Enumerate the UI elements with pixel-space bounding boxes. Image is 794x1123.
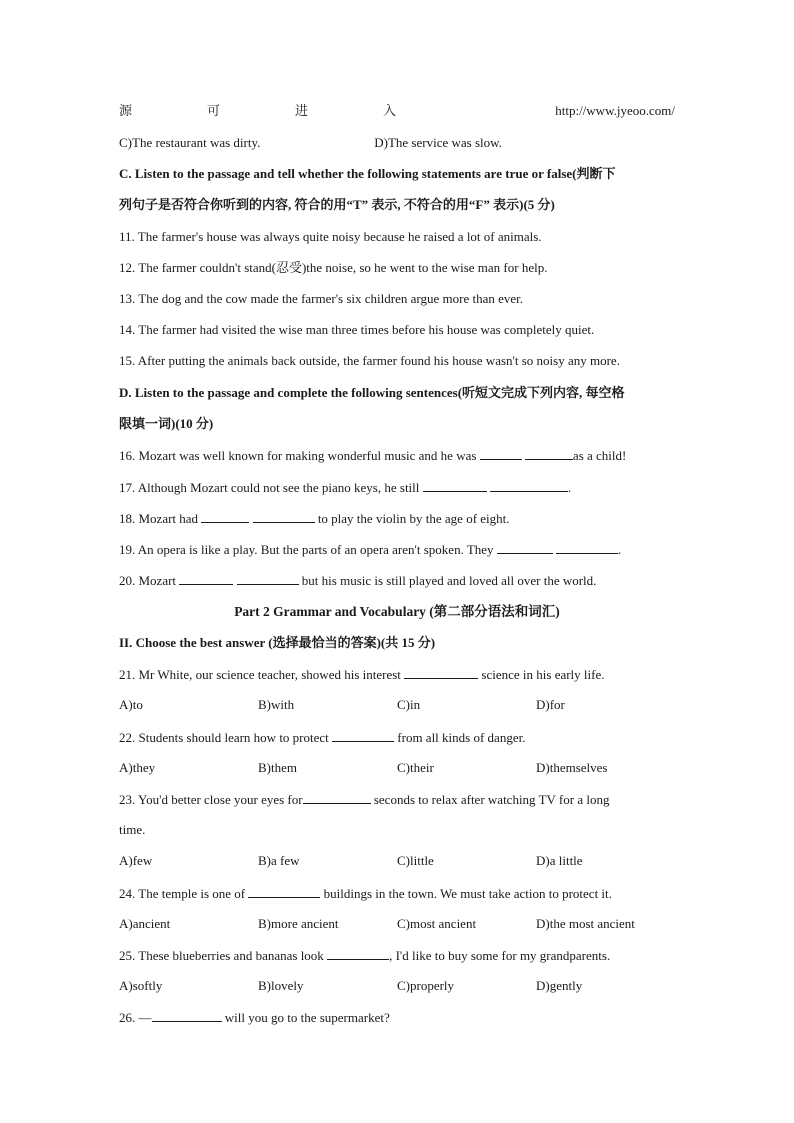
option-b[interactable]: B)them (258, 760, 297, 775)
header-char: 进 (295, 103, 309, 118)
question-23-continued: time. (119, 822, 146, 837)
answer-blank[interactable] (237, 571, 299, 585)
question-23 (119, 790, 675, 809)
question-26 (119, 1008, 675, 1027)
question-text: 16. Mozart was well known for making wonderful music and he was (119, 448, 477, 463)
answer-blank[interactable] (404, 665, 478, 679)
answer-blank[interactable] (332, 728, 394, 742)
option-b[interactable]: B)more ancient (258, 916, 339, 931)
question-text: as a child! (572, 448, 627, 463)
answer-blank[interactable] (490, 478, 568, 492)
question-text: to play the violin by the age of eight. (317, 511, 510, 526)
answer-blank[interactable] (423, 478, 487, 492)
option-d: D)The service was slow. (374, 135, 502, 150)
question-19 (119, 540, 675, 559)
option-d[interactable]: D)for (536, 697, 565, 712)
option-d[interactable]: D)the most ancient (536, 916, 635, 931)
option-d[interactable]: D)a little (536, 853, 583, 868)
answer-blank[interactable] (556, 540, 618, 554)
statement-13: 13. The dog and the cow made the farmer's six children argue more than ever. (119, 291, 524, 306)
option-c[interactable]: C)properly (397, 978, 455, 993)
question-text: , I'd like to buy some for my grandparents. (389, 948, 611, 963)
answer-blank[interactable] (480, 446, 522, 460)
option-d[interactable]: D)gently (536, 978, 583, 993)
question-text: 19. An opera is like a play. But the parts of an opera aren't spoken. They (119, 542, 494, 557)
question-23-options (119, 852, 675, 870)
question-text: 18. Mozart had (119, 511, 199, 526)
section-c-title-1: C. Listen to the passage and tell whether the following statements are true or false(判断下 (119, 166, 616, 181)
statement-12: 12. The farmer couldn't stand(忍受)the noise, so he went to the wise man for help. (119, 260, 548, 275)
option-c[interactable]: C)their (397, 760, 434, 775)
question-16 (119, 446, 675, 465)
question-24-options (119, 915, 675, 933)
page-header (119, 102, 675, 120)
header-chars (119, 102, 471, 120)
section-ii-title: II. Choose the best answer (选择最恰当的答案)(共 15 分) (119, 635, 436, 650)
question-20 (119, 571, 675, 590)
question-text: 20. Mozart (119, 573, 177, 588)
question-21 (119, 665, 675, 684)
option-a[interactable]: A)they (119, 760, 156, 775)
header-char: 入 (383, 103, 397, 118)
question-22 (119, 728, 675, 747)
question-22-options (119, 759, 675, 777)
option-c[interactable]: C)little (397, 853, 434, 868)
question-25 (119, 946, 675, 965)
answer-blank[interactable] (327, 946, 389, 960)
question-text: science in his early life. (481, 667, 605, 682)
question-text: 25. These blueberries and bananas look (119, 948, 324, 963)
option-d[interactable]: D)themselves (536, 760, 608, 775)
option-b[interactable]: B)lovely (258, 978, 304, 993)
option-b[interactable]: B)with (258, 697, 295, 712)
option-b[interactable]: B)a few (258, 853, 300, 868)
statement-11: 11. The farmer's house was always quite noisy because he raised a lot of animals. (119, 229, 542, 244)
question-text: 22. Students should learn how to protect (119, 730, 329, 745)
question-24 (119, 884, 675, 903)
section-d-title-2: 限填一词)(10 分) (119, 416, 214, 431)
option-a[interactable]: A)to (119, 697, 143, 712)
question-18 (119, 509, 675, 528)
question-21-options (119, 696, 675, 714)
question-text: from all kinds of danger. (397, 730, 526, 745)
question-text: 24. The temple is one of (119, 886, 246, 901)
answer-blank[interactable] (201, 509, 249, 523)
question-text: . (567, 480, 572, 495)
answer-blank[interactable] (179, 571, 233, 585)
question-text: . (618, 542, 622, 557)
question-text: 17. Although Mozart could not see the piano keys, he still (119, 480, 420, 495)
option-a[interactable]: A)few (119, 853, 153, 868)
answer-blank[interactable] (253, 509, 315, 523)
option-a[interactable]: A)ancient (119, 916, 171, 931)
option-a[interactable]: A)softly (119, 978, 163, 993)
answer-blank[interactable] (497, 540, 553, 554)
question-text: but his music is still played and loved all over the world. (301, 573, 597, 588)
statement-14: 14. The farmer had visited the wise man three times before his house was completely quiet. (119, 322, 595, 337)
header-url[interactable]: http://www.jyeoo.com/ (555, 103, 675, 118)
answer-blank[interactable] (152, 1008, 222, 1022)
section-c-title-2: 列句子是否符合你听到的内容, 符合的用“T” 表示, 不符合的用“F” 表示)(5 分) (119, 197, 555, 212)
question-text: 23. You'd better close your eyes for (119, 792, 303, 807)
prev-question-options (119, 134, 675, 152)
answer-blank[interactable] (525, 446, 573, 460)
header-char: 源 (119, 103, 133, 118)
section-d-title-1: D. Listen to the passage and complete the following sentences(听短文完成下列内容, 每空格 (119, 385, 625, 400)
header-char: 可 (207, 103, 221, 118)
option-c[interactable]: C)in (397, 697, 421, 712)
question-text: will you go to the supermarket? (224, 1010, 390, 1025)
question-text: 21. Mr White, our science teacher, showed his interest (119, 667, 401, 682)
question-text: buildings in the town. We must take action to protect it. (323, 886, 612, 901)
question-text: seconds to relax after watching TV for a long (373, 792, 610, 807)
part-2-title: Part 2 Grammar and Vocabulary (第二部分语法和词汇) (234, 604, 560, 619)
question-25-options (119, 977, 675, 995)
option-c[interactable]: C)most ancient (397, 916, 477, 931)
statement-15: 15. After putting the animals back outside, the farmer found his house wasn't so noisy any more. (119, 353, 620, 368)
answer-blank[interactable] (248, 884, 320, 898)
question-text: 26. — (119, 1010, 152, 1025)
question-17 (119, 478, 675, 497)
option-c: C)The restaurant was dirty. (119, 135, 261, 150)
answer-blank[interactable] (303, 790, 371, 804)
